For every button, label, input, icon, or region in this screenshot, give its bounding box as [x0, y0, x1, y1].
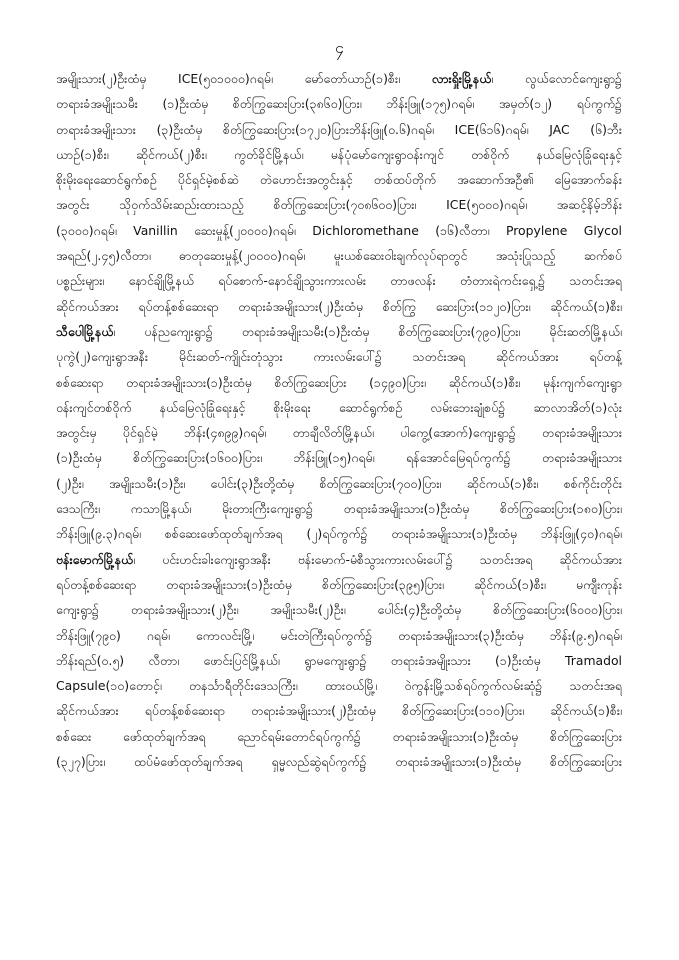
- text-segment: တရားခံအမျိုးသမီး (၁)ဦးထံမှ စိတ်ကြွဆေးပြား(၃၈၆၀)ပြား၊ ဘိန်းဖြူ(၁၇၅)ဂရမ်၊ အမှတ်(၁၂) ရပ်ကွက်၌: [56, 96, 622, 112]
- text-segment: ၊ ပင်းဟင်းခါးကျေးရွာအနီး ဗန်းမောက်-မံစီသွားကားလမ်းပေါ်၌ သတင်းအရ ဆိုင်ကယ်အား: [133, 551, 622, 567]
- text-segment: စစ်ဆေး ဖော်ထုတ်ချက်အရ ညောင်ရမ်းတောင်ရပ်ကွက်၌ တရားခံအမျိုးသား(၁)ဦးထံမှ စိတ်ကြွဆေးပြား: [56, 728, 622, 744]
- text-line: [56, 167, 622, 192]
- text-line: [56, 420, 622, 445]
- text-segment: (၁)ဦးထံမှ စိတ်ကြွဆေးပြား(၁၆၀၀)ပြား၊ ဘိန်းဖြူ(၁၅)ဂရမ်၊ ရန်အောင်မြေရပ်ကွက်၌ တရားခံအမျိုးသား: [56, 450, 622, 466]
- text-segment: ယာဉ်(၁)စီး၊ ဆိုင်ကယ်(၂)စီး၊ ကွတ်ခိုင်မြို့နယ်၊ မန်ပုံမော်ကျေးရွာဝန်းကျင် တစ်ဝိုက် နယ်မြေလုံခြုံရေးနှင့်: [56, 146, 622, 162]
- text-segment: ဘိန်းဖြူ(၇၉၀) ဂရမ်၊ ကောလင်းမြို့၊ မင်းတဲကြီးရပ်ကွက်၌ တရားခံအမျိုးသား(၃)ဦးထံမှ ဘိန်း(၉.၅)ဂရမ်၊: [56, 627, 622, 643]
- text-segment: အတွင်း သိုဝှက်သိမ်းဆည်းထားသည့် စိတ်ကြွဆေးပြား(၇၀၈၆၀၀)ပြား၊ ICE(၅၀၀၀)ဂရမ်၊ အဆင့်နိမ့်ဘိန်း: [56, 197, 622, 213]
- text-segment: ဆိုင်ကယ်အား ရပ်တန့်စစ်ဆေးရာ တရားခံအမျိုးသား(၂)ဦးထံမှ စိတ်ကြွ ဆေးပြား(၁၁၂၀)ပြား၊ ဆိုင်ကယ်(၁)စီး၊: [56, 298, 622, 314]
- text-line: [56, 623, 622, 648]
- text-line: [56, 496, 622, 521]
- text-segment: ဝန်းကျင်တစ်ဝိုက် နယ်မြေလုံခြုံရေးနှင့် စိုးမိုးရေး ဆောင်ရွက်စဉ် လမ်းဘေးချုံစပ်၌ ဆာလာအိတ်(၁)လုံး: [56, 399, 622, 415]
- body-text: [56, 66, 622, 774]
- text-segment: ဘိန်းရည်(၀.၅) လီတာ၊ ဖောင်းပြင်မြို့နယ်၊ ရွာမကျေးရွာ၌ တရားခံအမျိုးသား (၁)ဦးထံမှ Tramadol: [56, 652, 622, 668]
- text-line: [56, 648, 622, 673]
- text-segment: (၃၀၀၀)ဂရမ်၊ Vanillin ဆေးမှုန့်(၂၀၀၀၀)ဂရမ်၊ Dichloromethane (၁၆)လီတာ၊ Propylene Glycol: [56, 222, 622, 238]
- text-line: [56, 243, 622, 268]
- text-segment: ပုကွဲ(၂)ကျေးရွာအနီး မိုင်းဆတ်-ကျိုင်းတုံသွား ကားလမ်းပေါ်၌ သတင်းအရ ဆိုင်ကယ်အား ရပ်တန့်: [56, 349, 622, 365]
- text-segment: ဆိုင်ကယ်အား ရပ်တန့်စစ်ဆေးရာ တရားခံအမျိုးသား(၂)ဦးထံမှ စိတ်ကြွဆေးပြား(၁၁၀)ပြား၊ ဆိုင်ကယ်(၁)စီး၊: [56, 703, 622, 719]
- township-name: သီပေါမြို့နယ်: [56, 323, 114, 339]
- text-line: [56, 724, 622, 749]
- township-name: လားရှိုးမြို့နယ်: [431, 71, 492, 86]
- text-segment: ဘိန်းဖြူ(၉.၃)ဂရမ်၊ စစ်ဆေးဖော်ထုတ်ချက်အရ (၂)ရပ်ကွက်၌ တရားခံအမျိုးသား(၁)ဦးထံမှ ဘိန်းဖြူ(၄၀)ဂရမ်၊: [56, 526, 622, 542]
- text-line: [56, 547, 622, 572]
- text-segment: ပစ္စည်းများ၊ နောင်ချိုမြို့နယ် ရပ်စောက်-နောင်ချိုသွားကားလမ်း တာဖလန်း တံတားရဲကင်းရှေ့၌ သတင်းအရ: [56, 273, 622, 289]
- text-segment: စိုးမိုးရေးဆောင်ရွက်စဉ် ပိုင်ရှင်မဲ့စစ်ဆဲ တဲဟောင်းအတွင်းနှင့် တစ်ထပ်တိုက် အဆောက်အဦ၏ မြေအောက်ခန်း: [56, 172, 622, 188]
- text-line: [56, 142, 622, 167]
- text-segment: တရားခံအမျိုးသား (၃)ဦးထံမှ စိတ်ကြွဆေးပြား(၁၇၂၀)ပြားဘိန်းဖြူ(၀.၆)ဂရမ်၊ ICE(၆၁၆)ဂရမ်၊ JAC (၆)ဘီး: [56, 121, 622, 137]
- text-line: [56, 673, 622, 698]
- text-line: [56, 192, 622, 217]
- text-segment: စစ်ဆေးရာ တရားခံအမျိုးသား(၁)ဦးထံမှ စိတ်ကြွဆေးပြား (၁၄၉၀)ပြား၊ ဆိုင်ကယ်(၁)စီး၊ မုန်းကျက်ကျေးရွာ: [56, 374, 622, 390]
- text-segment: အရည်(၂.၄၅)လီတာ၊ ဓာတုဆေးမှုန့်(၂၀၀၀၀)ဂရမ်၊ မူးယစ်ဆေးဝါးချက်လုပ်ရာတွင် အသုံးပြုသည့် ဆက်စပ်: [56, 248, 622, 264]
- text-segment: ဒေသကြီး၊ ကသာမြို့နယ်၊ မိုးတားကြီးကျေးရွာ၌ တရားခံအမျိုးသား(၁)ဦးထံမှ စိတ်ကြွဆေးပြား(၁၈၀)ပြား၊: [56, 501, 622, 517]
- text-line: [56, 395, 622, 420]
- text-line: [56, 445, 622, 470]
- township-name: ဗန်းမောက်မြို့နယ်: [56, 551, 134, 567]
- page-number: ၄: [335, 38, 344, 57]
- text-line: [56, 471, 622, 496]
- text-line: [56, 117, 622, 142]
- text-segment: ရပ်တန့်စစ်ဆေးရာ တရားခံအမျိုးသား(၁)ဦးထံမှ စိတ်ကြွဆေးပြား(၃၉၅)ပြား၊ ဆိုင်ကယ်(၁)စီး၊ မကျီးကုန်း: [56, 576, 622, 592]
- text-line: [56, 370, 622, 395]
- text-line: [56, 294, 622, 319]
- text-line: [56, 268, 622, 293]
- text-segment: ၊ ပန်ညကျေးရွာ၌ တရားခံအမျိုးသမီး(၁)ဦးထံမှ စိတ်ကြွဆေးပြား(၇၉၀)ပြား၊ မိုင်းဆတ်မြို့နယ်၊: [113, 323, 622, 339]
- text-line: [56, 698, 622, 723]
- text-line: [56, 521, 622, 546]
- text-line: [56, 344, 622, 369]
- text-line: [56, 66, 622, 91]
- text-line: [56, 91, 622, 116]
- text-segment: (၂)ဦး၊ အမျိုးသမီး(၁)ဦး၊ ပေါင်း(၃)ဦးတို့ထံမှ စိတ်ကြွဆေးပြား(၇၀၀)ပြား၊ ဆိုင်ကယ်(၁)စီး၊ စစ်ကိုင်းတိုင်း: [56, 475, 622, 491]
- text-segment: အမျိုးသား(၂)ဦးထံမှ ICE(၅၀၁၀၀၀)ဂရမ်၊ မော်တော်ယာဉ်(၁)စီး၊: [56, 71, 432, 86]
- text-line: [56, 597, 622, 622]
- text-segment: အတွင်းမှ ပိုင်ရှင်မဲ့ ဘိန်း(၄၈၉၉)ဂရမ်၊ တာချီလိတ်မြို့နယ်၊ ပါကွေ့(အောက်)ကျေးရွာ၌ တရားခံအမျိုးသား: [56, 425, 622, 441]
- text-segment: (၃၂၇)ပြား၊ ထပ်မံဖော်ထုတ်ချက်အရ ရှမ္မလည်ဆွဲရပ်ကွက်၌ တရားခံအမျိုးသား(၁)ဦးထံမှ စိတ်ကြွဆေးပြား: [56, 754, 622, 770]
- text-segment: ကျေးရွာ၌ တရားခံအမျိုးသား(၂)ဦး၊ အမျိုးသမီး(၂)ဦး၊ ပေါင်း(၄)ဦးတို့ထံမှ စိတ်ကြွဆေးပြား(၆၀၀၀)ပြား၊: [56, 602, 622, 618]
- text-line: [56, 572, 622, 597]
- text-line: [56, 319, 622, 344]
- text-segment: ၊ လွယ်လောင်ကျေးရွာ၌: [491, 71, 622, 86]
- text-line: [56, 218, 622, 243]
- text-segment: Capsule(၁၀)တောင့်၊ တနင်္သာရီတိုင်းဒေသကြီး၊ ထားဝယ်မြို့၊ ဝဲကွန်းမြို့သစ်ရပ်ကွက်လမ်းဆုံ၌ သတင်းအရ: [56, 678, 622, 694]
- text-line: [56, 749, 622, 774]
